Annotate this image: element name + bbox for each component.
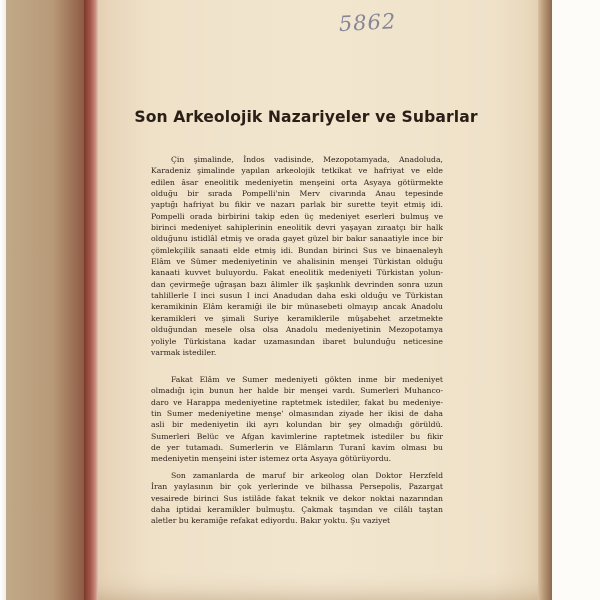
page-right-edge [538, 0, 552, 600]
book-spine [84, 0, 98, 600]
text-line: de yer tutamadı. Sumerlerin ve Elâmların Turanî kavim olması bu [151, 443, 443, 453]
text-line: dan çevirmeğe uğraşan bazı âlimler ilk şaşkınlık devrinden sonra uzun [151, 279, 443, 289]
paragraph-2 [151, 374, 443, 465]
text-line: kanaati kuvvet buluyordu. Fakat eneolitik medeniyeti Türkistan yolun- [151, 268, 443, 278]
chapter-title: Son Arkeolojik Nazariyeler ve Subarlar [134, 108, 478, 126]
paragraph-1 [151, 154, 443, 358]
text-line: aletler bu keramiğe refakat ediyordu. Bakır yoktu. Şu vaziyet [151, 516, 391, 526]
text-line: Çin şimalinde, İndos vadisinde, Mezopotamyada, Anadoluda, [171, 155, 443, 164]
scan-background [552, 0, 600, 600]
text-line: tin Sumer medeniyetine menşe' olmasından ziyade her ikisi de daha [151, 409, 443, 419]
text-line: Elâm ve Sümer medeniyetinin ve ahalisinin menşei Türkistan olduğu [151, 257, 443, 267]
paragraph-3 [151, 470, 443, 527]
text-line: olduğundan mesele olsa olsa Anadolu medeniyetinin Mezopotamya [151, 325, 443, 335]
text-line: medeniyetin menşeini ister istemez orta Asyaya götürüyordu. [151, 454, 392, 464]
text-line: asli bir medeniyetin iki ayrı kolundan bir şey olmadığı görüldü. [151, 420, 443, 430]
binding-shadow [6, 0, 84, 600]
text-line: tahlillerle I inci susun I inci Anadudan daha eski olduğu ve Türkistan [151, 291, 443, 301]
text-line: çömlekçilik sanaati elde etmiş idi. Bundan birinci Sus ve binaenaleyh [151, 245, 443, 255]
text-line: keramikinin Elâm keramiği ile bir münasebeti olmayıp ancak Anadolu [151, 302, 443, 312]
text-line: daro ve Harappa medeniyetine raptetmek istediler, fakat bu medeniye- [151, 397, 443, 407]
text-line: Sumerleri Belüc ve Afgan kavimlerine raptetmek istediler bu fikir [151, 431, 443, 441]
text-line: varmak istediler. [151, 347, 217, 357]
text-line: yaptığı hafriyat bu fikir ve nazarı parlak bir surette teyit etmiş idi. [151, 200, 443, 210]
text-line: yoliyle Türkistana kadar uzamasından ibaret bulunduğu neticesine [151, 336, 443, 346]
text-line: Fakat Elâm ve Sumer medeniyeti gökten inme bir medeniyet [171, 375, 443, 384]
text-line: İran yaylasının bir çok yerlerinde ve bilhassa Persepolis, Pazargat [151, 482, 443, 492]
text-line: olduğu bir sırada Pompelli'nin Merv civarında Anau tepesinde [151, 189, 443, 199]
text-line: Pompelli orada birbirini takip eden üç medeniyet eserleri bulmuş ve [151, 211, 443, 221]
handwritten-catalog-number: 5862 [338, 9, 397, 37]
text-line: birinci medeniyet sahiplerinin eneolitik devri yaşayan zıraatçı bir halk [151, 223, 443, 233]
text-line: keramikleri ve şimali Suriye keramiklerile müşabehet arzetmekte [151, 313, 443, 323]
text-line: Son zamanlarda de maruf bir arkeolog olan Doktor Herzfeld [171, 471, 443, 480]
text-line: daha iptidai keramikler bulmuştu. Çakmak taşından ve cilâlı taştan [151, 505, 443, 515]
text-line: edilen âsar eneolitik medeniyetin menşeini orta Asyaya götürmekte [151, 177, 443, 187]
text-line: Karadeniz şimalinde yapılan arkeolojik tetkikat ve hafriyat ve elde [151, 166, 443, 176]
text-line: olmadığı için bunun her halde bir menşei vardı. Sumerleri Muhanco- [151, 386, 443, 396]
text-line: olduğunu istidlâl etmiş ve orada gayet güzel bir bakır sanaatiyle ince bir [151, 234, 443, 244]
text-line: vesairede birinci Sus istilâde fakat teknik ve dekor noktai nazarından [151, 493, 443, 503]
